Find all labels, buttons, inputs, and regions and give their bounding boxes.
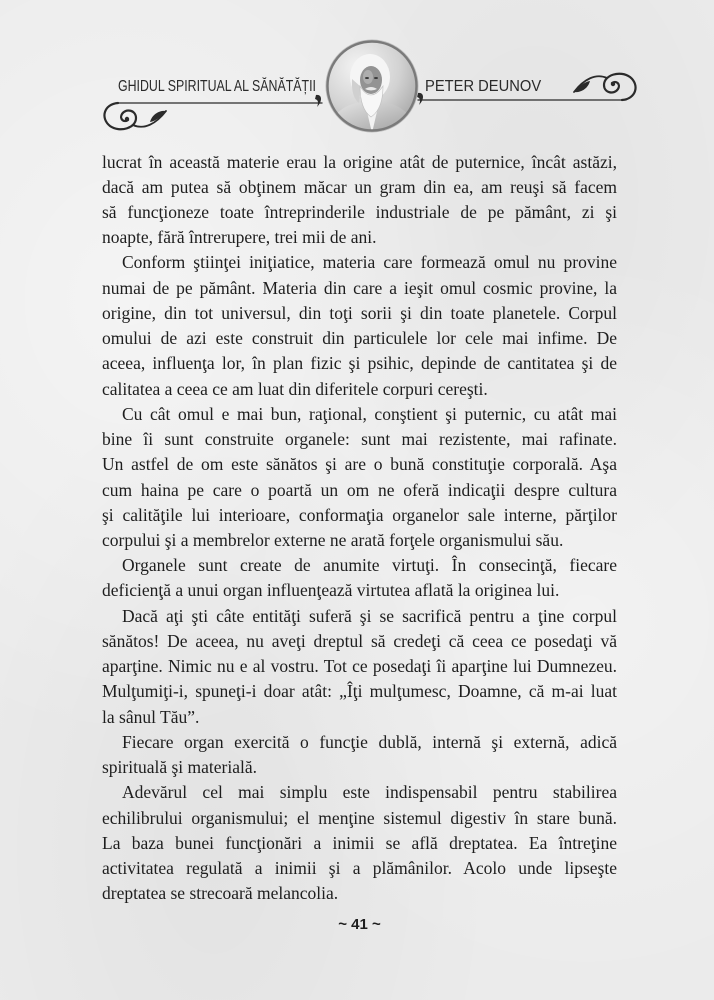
text-line: lucrat în această materie erau la origine atât de puternice, încât astăzi,	[102, 151, 617, 172]
text-line: calitatea a ceea ce am luat din diferitele corpuri cereşti.	[102, 378, 488, 399]
text-line: Dacă aţi şti câte entităţi suferă şi se sacrifică pentru a ţine corpul	[122, 605, 617, 626]
text-line: să funcţioneze toate întreprinderile industriale de pe pământ, zi şi	[102, 201, 617, 222]
text-line: Organele sunt create de anumite virtuţi. În consecinţă, fiecare	[122, 555, 617, 576]
comma-flourish-left-icon	[315, 95, 321, 107]
paragraph	[102, 402, 617, 553]
paragraph	[102, 150, 617, 251]
text-line: aparţine. Nimic nu e al vostru. Tot ce posedaţi îi aparţine lui Dumnezeu.	[102, 656, 617, 677]
text-line: activitatea regulată a inimii şi a plămânilor. Acolo unde lipseşte	[102, 858, 617, 879]
text-line: La baza bunei funcţionări a inimii se află dreptatea. Ea întreţine	[102, 832, 617, 853]
paragraph	[102, 780, 617, 906]
body-text	[102, 150, 617, 907]
page-number: ~ 41 ~	[338, 916, 381, 933]
swirl-stroke	[104, 103, 136, 129]
paragraph	[102, 553, 617, 603]
text-line: Conform ştiinţei iniţiatice, materia care formează omul nu provine	[122, 252, 617, 273]
leaf-stroke	[133, 111, 166, 127]
text-line: corpului şi a membrelor externe ne arată forţele organismului său.	[102, 530, 564, 551]
text-line: sănătos! De aceea, nu aveţi dreptul să credeţi că ceea ce posedaţi vă	[102, 630, 617, 651]
text-line: cum haina pe care o poartă un om ne oferă indicaţii despre cultura	[102, 479, 617, 500]
swirl-ornament-left-icon	[104, 103, 166, 129]
text-line: echilibrului organismului; el menţine sistemul digestiv în stare bună.	[102, 807, 617, 828]
text-line: bine îi sunt construite organele: sunt mai rezistente, mai rafinate.	[102, 429, 617, 450]
text-line: Cu cât omul e mai bun, raţional, conştient şi puternic, cu atât mai	[122, 403, 617, 424]
text-line: dacă am putea să obţinem măcar un gram din ea, am reuşi să facem	[102, 176, 617, 197]
running-head-book-title: GHIDUL SPIRITUAL AL SĂNĂTĂȚII	[118, 78, 316, 95]
text-line: numai de pe pământ. Materia din care a ieşit omul cosmic provine, la	[102, 277, 617, 298]
text-line: spirituală şi materială.	[102, 757, 258, 778]
text-line: Fiecare organ exercită o funcţie dublă, internă şi externă, adică	[122, 731, 617, 752]
text-line: la sânul Tău”.	[102, 706, 200, 727]
text-line: omului de azi este construit din particulele lor cele mai infime. De	[102, 328, 617, 349]
leaf-fill	[150, 111, 166, 122]
swirl-dot	[611, 82, 615, 86]
text-line: Adevărul cel mai simplu este indispensabil pentru stabilirea	[122, 782, 617, 803]
leaf-stroke	[574, 76, 607, 92]
text-line: deficienţă a unui organ influenţează virtutea aflată la originea lui.	[102, 580, 560, 601]
paragraph	[102, 730, 617, 780]
author-portrait-icon	[325, 39, 419, 133]
portrait-eye-right	[374, 77, 378, 79]
text-line: şi calităţile lui interioare, conformaţia organelor sale interne, părţilor	[102, 504, 617, 525]
leaf-fill	[574, 81, 590, 92]
portrait-eye-left	[365, 77, 369, 79]
text-line: origine, din tot universul, din toţi sorii şi din toate planetele. Corpul	[102, 302, 617, 323]
swirl-stroke	[604, 74, 636, 100]
portrait-face-highlight	[363, 70, 373, 84]
text-line: Un astfel de om este sănătos şi are o bună constituţie corporală. Aşa	[102, 454, 617, 475]
text-line: Mulţumiţi-i, spuneţi-i doar atât: „Îţi mulţumesc, Doamne, că m-ai luat	[102, 681, 617, 702]
paragraph	[102, 604, 617, 730]
swirl-dot	[125, 117, 129, 121]
paragraph	[102, 250, 617, 401]
text-line: dreptatea se strecoară melancolia.	[102, 883, 339, 904]
swirl-ornament-right-icon	[574, 74, 636, 100]
text-line: aceea, influenţa lor, în plan fizic şi psihic, depinde de cantitatea şi de	[102, 353, 617, 374]
text-line: noapte, fără întrerupere, trei mii de ani.	[102, 227, 377, 248]
running-head-author: PETER DEUNOV	[425, 78, 542, 95]
